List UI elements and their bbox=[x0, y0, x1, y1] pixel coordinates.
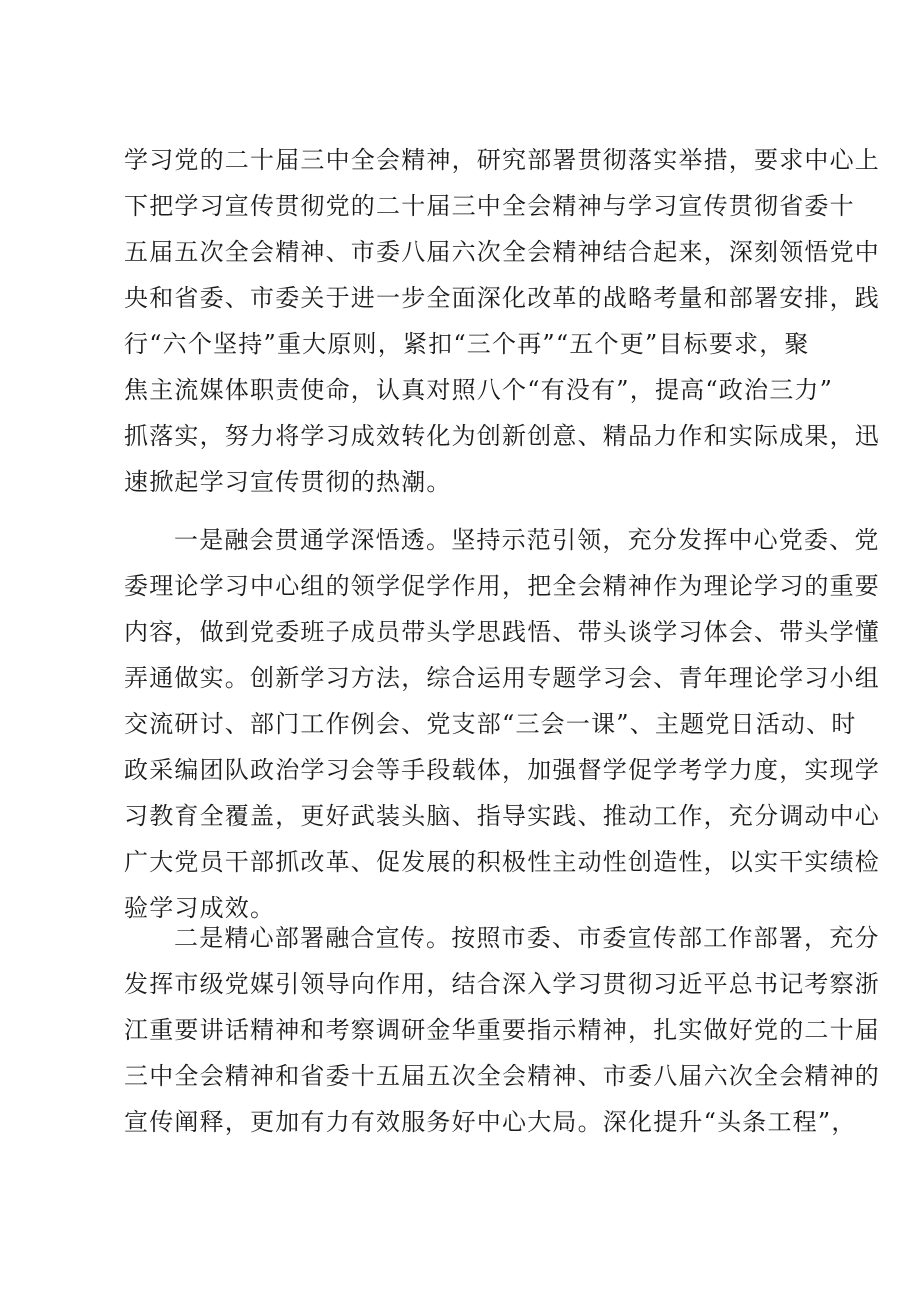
paragraph-3 bbox=[124, 918, 880, 1148]
paragraph-line: 二是精心部署融合宣传。按照市委、市委宣传部工作部署，充分 bbox=[174, 924, 880, 952]
paragraph-line: 交流研讨、部门工作例会、党支部“三会一课”、主题党日活动、时 bbox=[124, 710, 857, 738]
paragraph-line: 速掀起学习宣传贯彻的热潮。 bbox=[124, 468, 452, 496]
paragraph-line: 宣传阐释，更加有力有效服务好中心大局。深化提升“头条工程”， bbox=[124, 1108, 857, 1136]
paragraph-line: 政采编团队政治学习会等手段载体，加强督学促学考学力度，实现学 bbox=[124, 756, 880, 784]
paragraph-line: 发挥市级党媒引领导向作用，结合深入学习贯彻习近平总书记考察浙 bbox=[124, 970, 880, 998]
paragraph-2 bbox=[124, 520, 880, 934]
paragraph-line: 学习党的二十届三中全会精神，研究部署贯彻落实举措，要求中心上 bbox=[124, 146, 880, 174]
paragraph-line: 行“六个坚持”重大原则，紧扣“三个再”“五个更”目标要求，聚 bbox=[124, 330, 810, 358]
paragraph-line: 下把学习宣传贯彻党的二十届三中全会精神与学习宣传贯彻省委十 bbox=[124, 192, 855, 220]
paragraph-line: 央和省委、市委关于进一步全面深化改革的战略考量和部署安排，践 bbox=[124, 284, 880, 312]
paragraph-line: 弄通做实。创新学习方法，综合运用专题学习会、青年理论学习小组 bbox=[124, 664, 880, 692]
paragraph-line: 内容，做到党委班子成员带头学思践悟、带头谈学习体会、带头学懂 bbox=[124, 618, 880, 646]
paragraph-line: 三中全会精神和省委十五届五次全会精神、市委八届六次全会精神的 bbox=[124, 1062, 880, 1090]
paragraph-line: 广大党员干部抓改革、促发展的积极性主动性创造性，以实干实绩检 bbox=[124, 848, 880, 876]
paragraph-line: 抓落实，努力将学习成效转化为创新创意、精品力作和实际成果，迅 bbox=[124, 422, 880, 450]
paragraph-line: 习教育全覆盖，更好武装头脑、指导实践、推动工作，充分调动中心 bbox=[124, 802, 880, 830]
paragraph-line: 五届五次全会精神、市委八届六次全会精神结合起来，深刻领悟党中 bbox=[124, 238, 880, 266]
paragraph-line: 江重要讲话精神和考察调研金华重要指示精神，扎实做好党的二十届 bbox=[124, 1016, 880, 1044]
paragraph-line: 一是融会贯通学深悟透。坚持示范引领，充分发挥中心党委、党 bbox=[174, 526, 880, 554]
paragraph-line: 委理论学习中心组的领学促学作用，把全会精神作为理论学习的重要 bbox=[124, 572, 880, 600]
paragraph-line: 验学习成效。 bbox=[124, 894, 276, 922]
paragraph-1 bbox=[124, 140, 880, 510]
paragraph-line: 焦主流媒体职责使命，认真对照八个“有没有”，提高“政治三力” bbox=[124, 376, 834, 404]
